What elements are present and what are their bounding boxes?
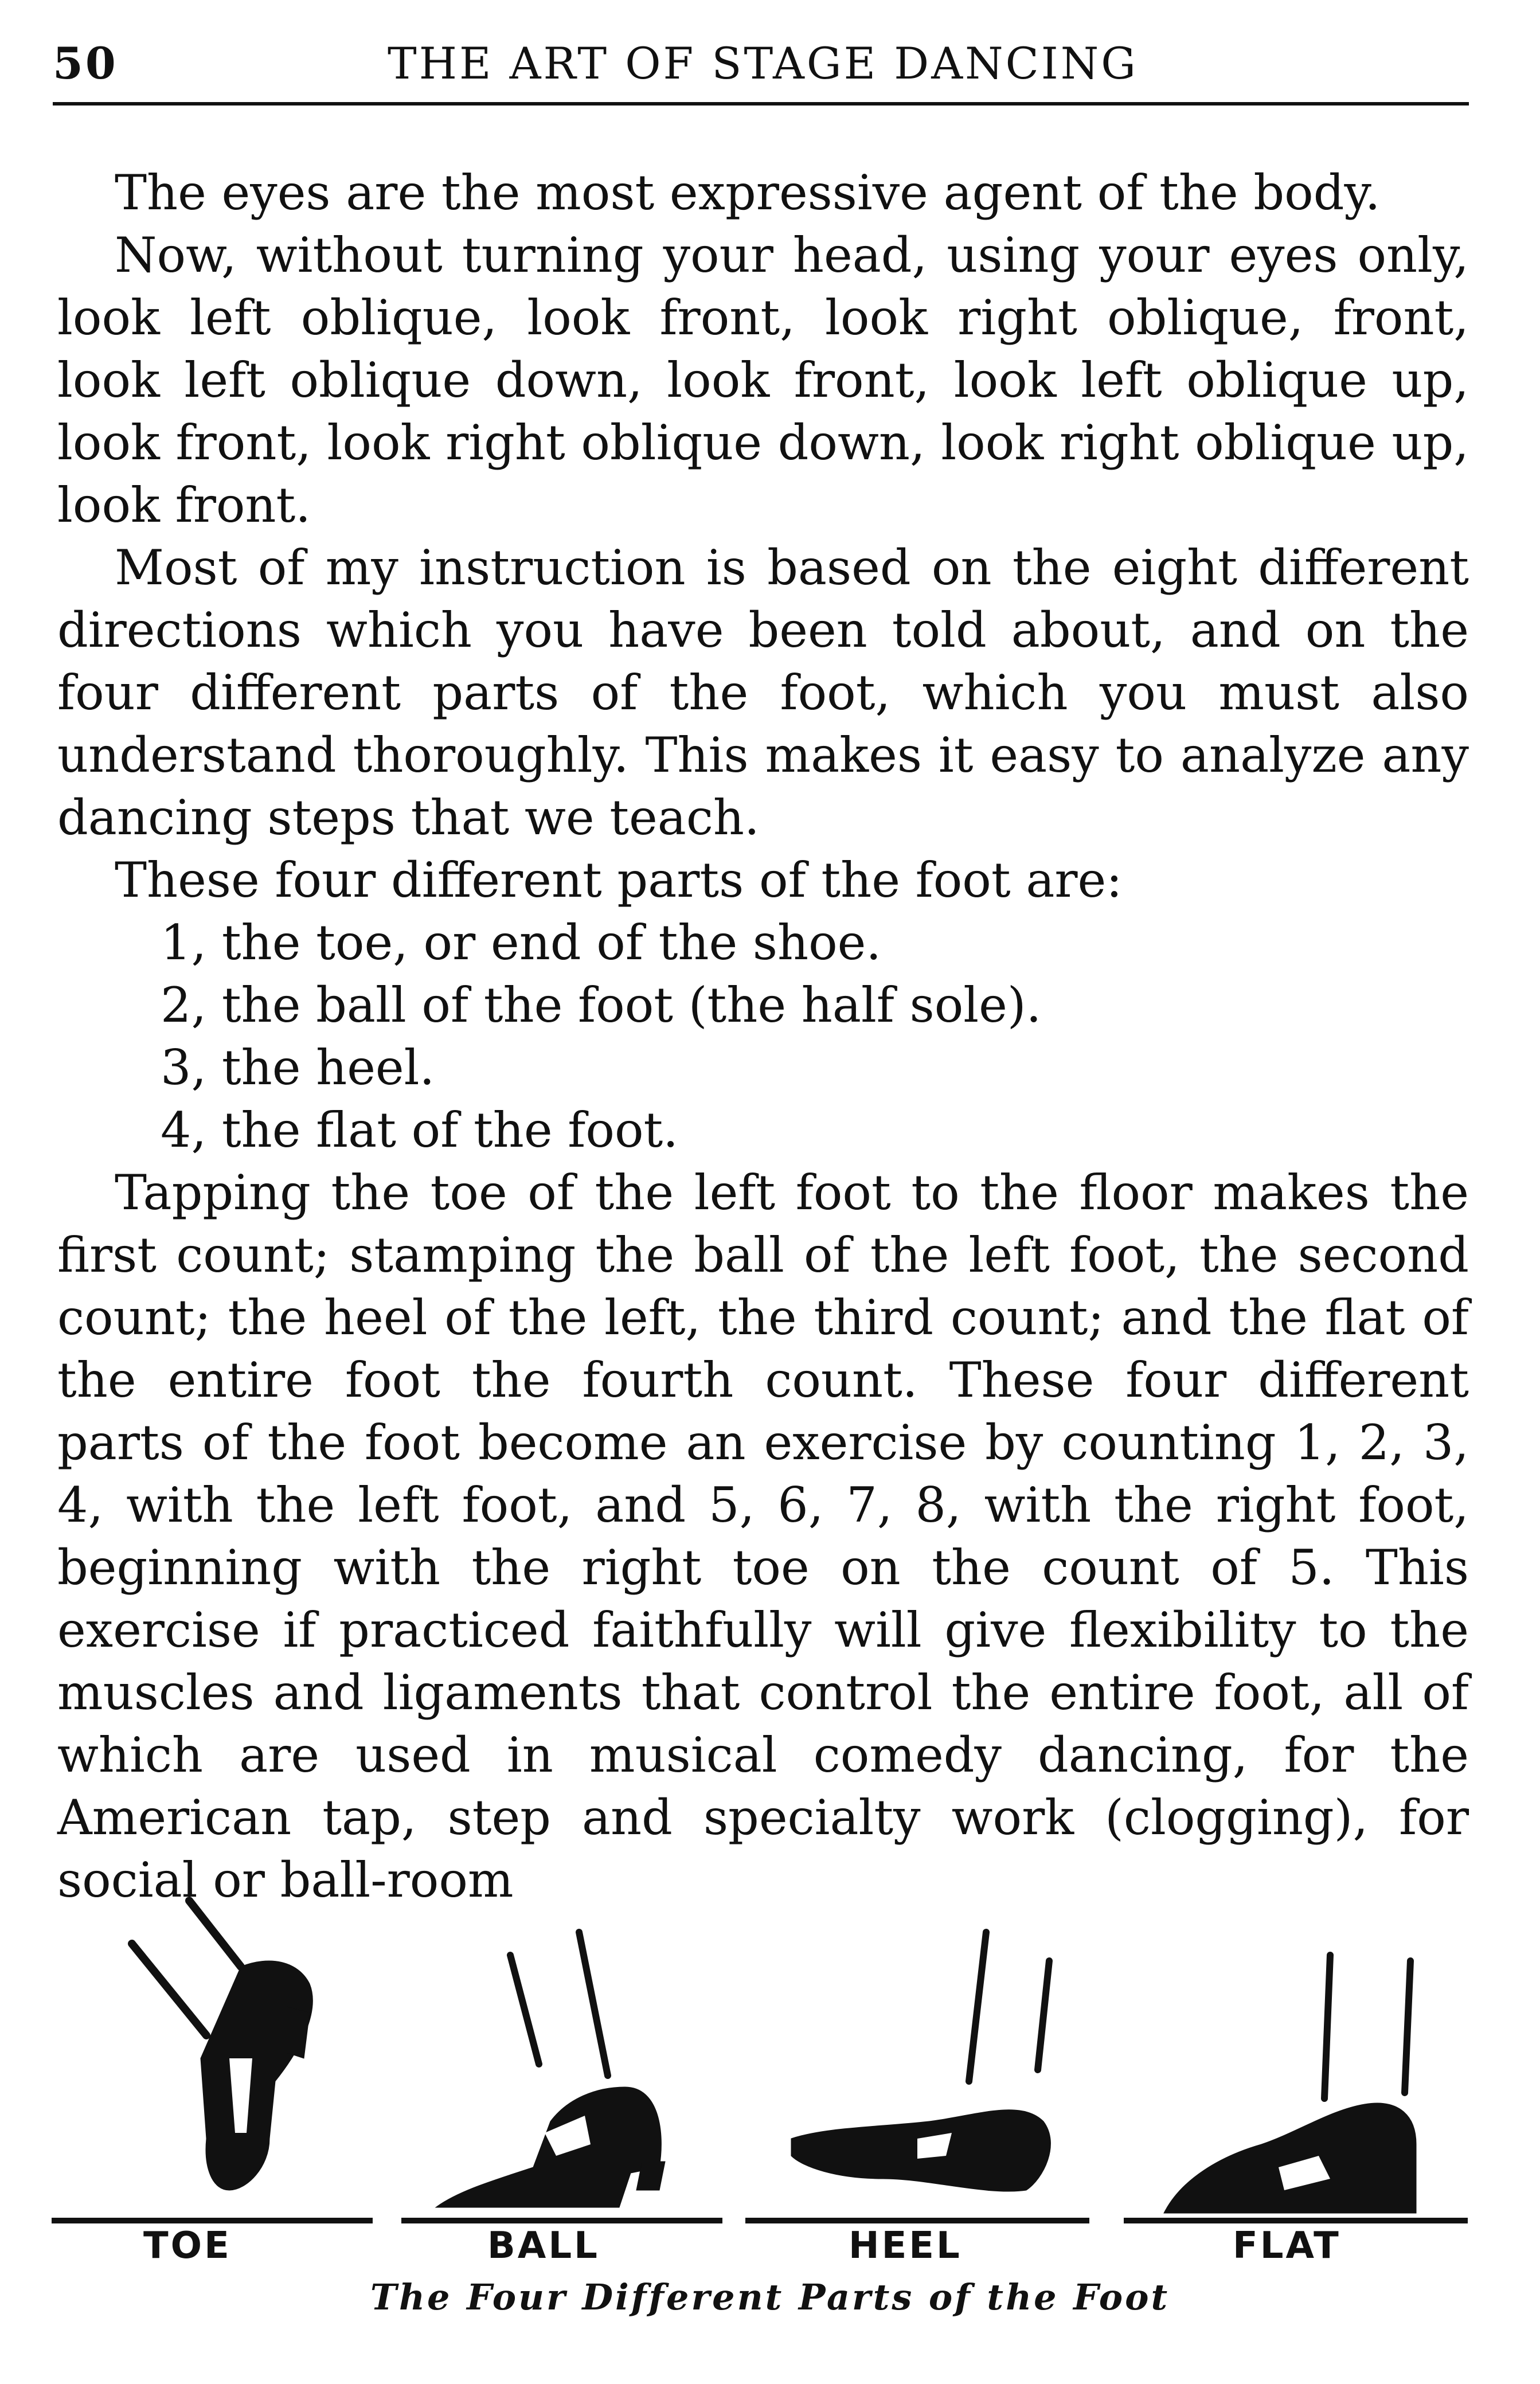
ground-line — [745, 2218, 1089, 2223]
ground-line — [1124, 2218, 1468, 2223]
ball-foot-drawing — [436, 1932, 665, 2207]
ball-label: BALL — [487, 2225, 600, 2267]
page-number: 50 — [53, 38, 118, 89]
list-item: 2, the ball of the foot (the half sole). — [161, 977, 1042, 1033]
paragraph: Now, without turning your head, using your eyes only, look left oblique, look front, look right oblique, front, look left oblique down, look front, look left oblique up, look front, look right oblique down, look right oblique up, look front. — [57, 227, 1469, 533]
ground-line — [401, 2218, 722, 2223]
list-item: 4, the flat of the foot. — [161, 1102, 678, 1158]
feet-illustration — [0, 1869, 1540, 2225]
toe-foot-drawing — [132, 1901, 312, 2190]
running-head — [53, 38, 1469, 107]
figure-caption: The Four Different Parts of the Foot — [370, 2276, 1170, 2318]
flat-foot-drawing — [1164, 1955, 1416, 2213]
heel-foot-drawing — [791, 1932, 1050, 2191]
paragraph: Tapping the toe of the left foot to the floor makes the first count; stamping the ball of the left foot, the second count; the heel of the left, the third count; and the flat of the entire foot the fourth count. These four different parts of the foot become an exercise by counting 1, 2, 3, 4, with the left foot, and 5, 6, 7, 8, with the right foot, beginning with the right toe on the count of 5. This exercise if practiced faithfully will give flexibility to the muscles and ligaments that control the entire foot, all of which are used in musical comedy dancing, for the American tap, step and specialty work (clogging), for social or ball-room — [57, 1164, 1469, 1908]
list-item: 1, the toe, or end of the shoe. — [161, 914, 882, 971]
header-rule — [53, 102, 1469, 105]
running-title: THE ART OF STAGE DANCING — [388, 38, 1138, 89]
ground-line — [52, 2218, 373, 2223]
paragraph: The eyes are the most expressive agent of the body. — [115, 165, 1381, 221]
paragraph: Most of my instruction is based on the eight different directions which you have been told about, and on the four different parts of the foot, which you must also understand thoroughly. This makes it easy to analyze any dancing steps that we teach. — [57, 540, 1469, 846]
list-item: 3, the heel. — [161, 1039, 435, 1096]
toe-label: TOE — [143, 2225, 232, 2267]
heel-label: HEEL — [849, 2225, 962, 2267]
paragraph: These four different parts of the foot are: — [115, 852, 1123, 908]
body-text — [57, 162, 1469, 1912]
flat-label: FLAT — [1233, 2225, 1341, 2267]
